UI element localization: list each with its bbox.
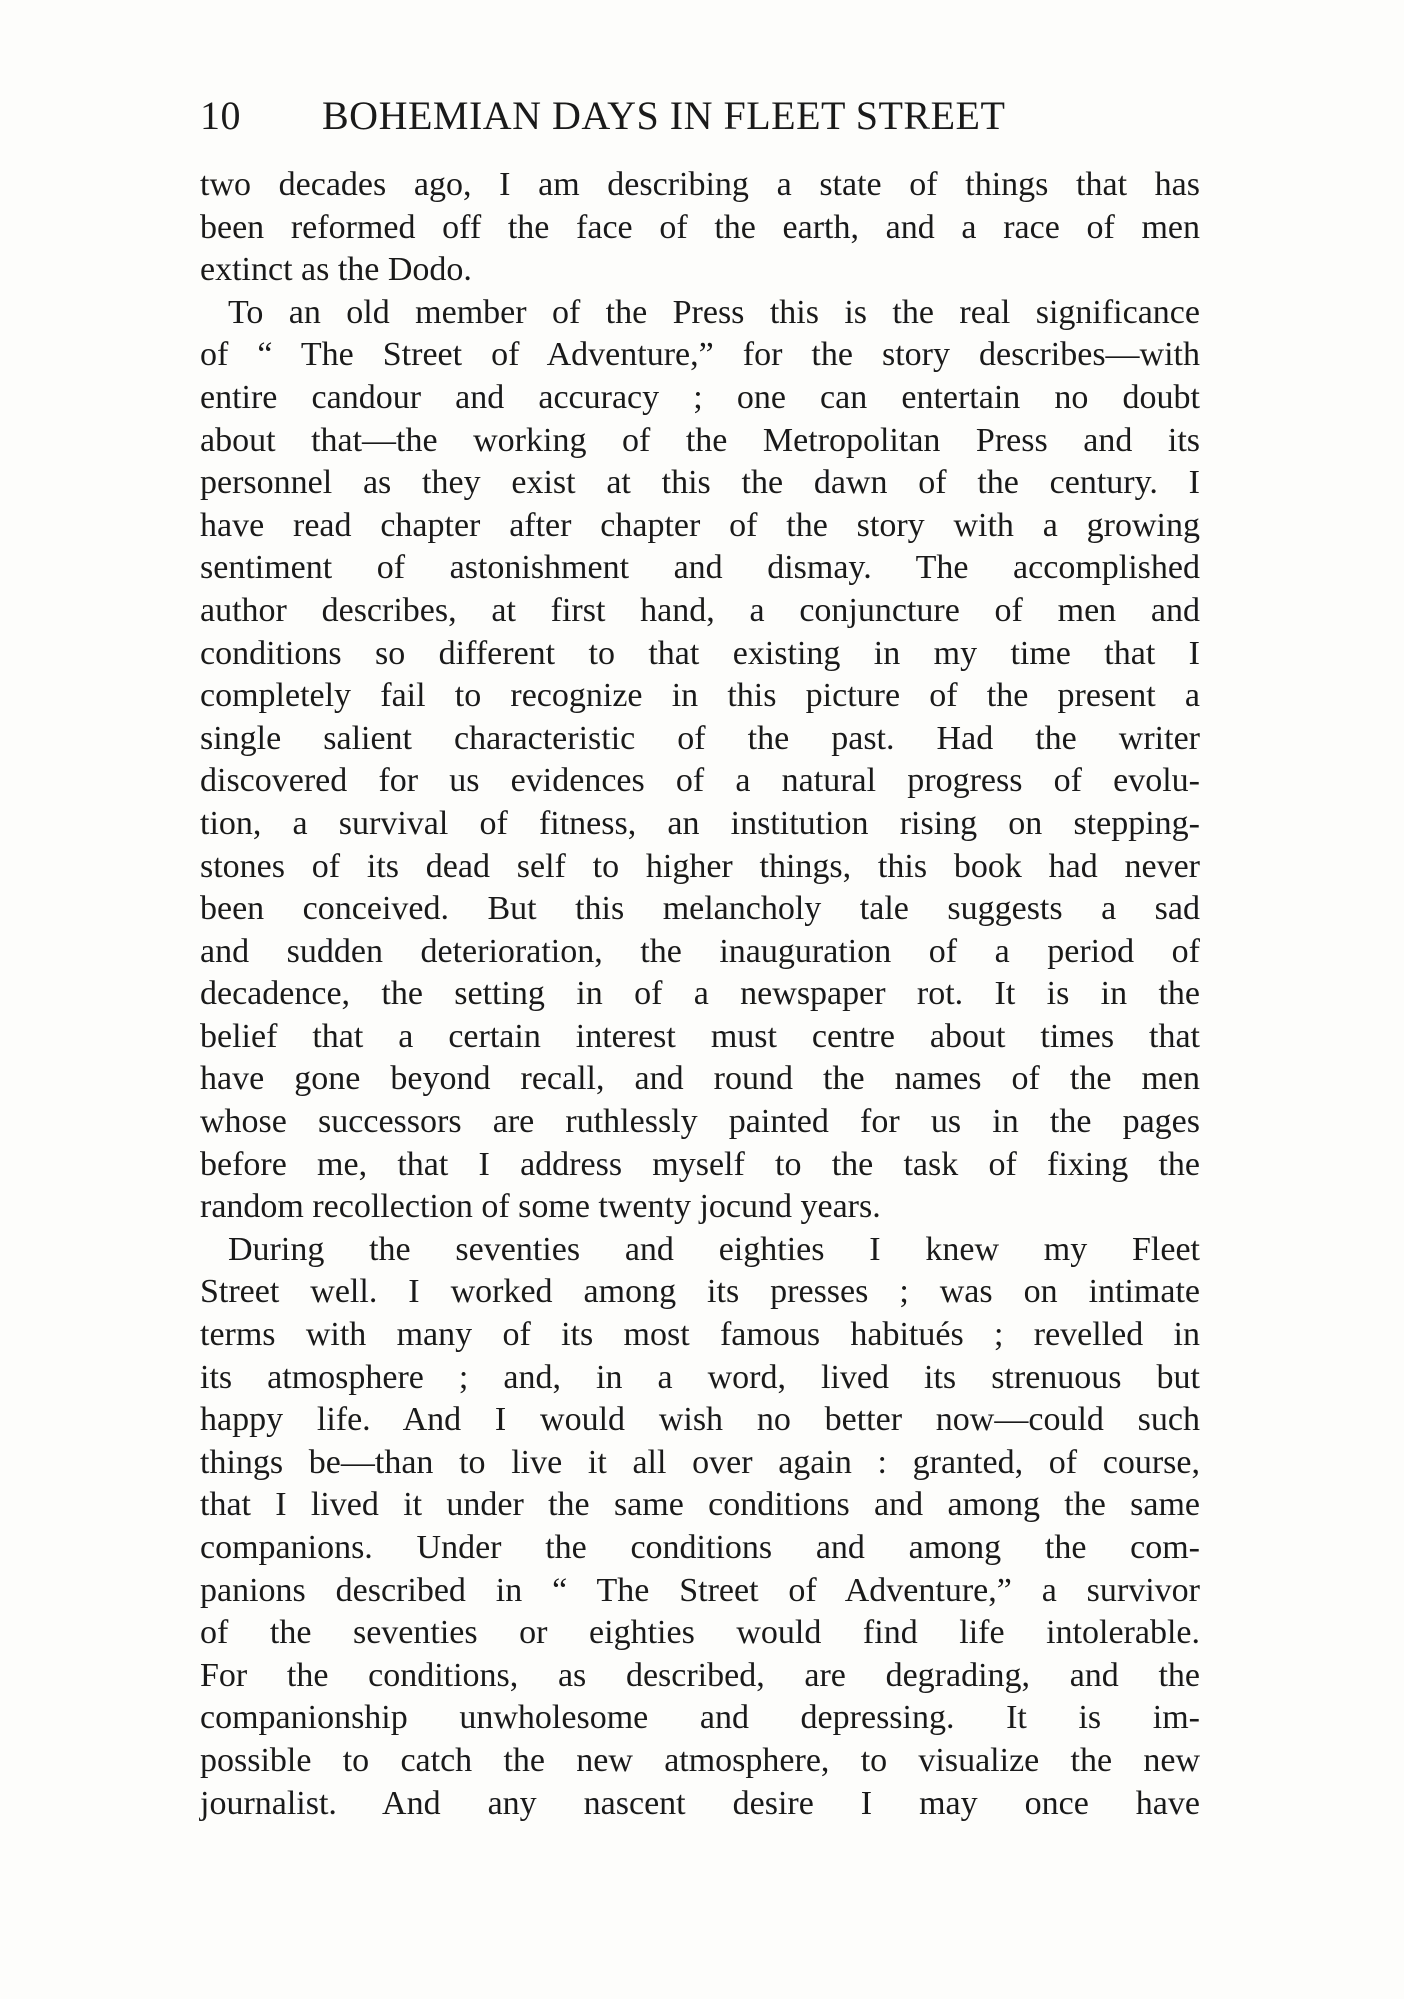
text-line: tion, a survival of fitness, an institution rising on stepping- bbox=[200, 804, 1200, 842]
text-line: sentiment of astonishment and dismay. The accomplished bbox=[200, 549, 1200, 587]
text-line: For the conditions, as described, are degrading, and the bbox=[200, 1656, 1200, 1694]
text-line: two decades ago, I am describing a state of things that has bbox=[200, 166, 1200, 203]
page-header bbox=[200, 92, 1200, 142]
text-line: journalist. And any nascent desire I may once have bbox=[200, 1784, 1200, 1822]
text-line: single salient characteristic of the past. Had the writer bbox=[200, 719, 1200, 757]
text-line: of the seventies or eighties would find life intolerable. bbox=[200, 1614, 1200, 1652]
text-line: discovered for us evidences of a natural progress of evolu- bbox=[200, 762, 1200, 800]
text-line: companionship unwholesome and depressing. It is im- bbox=[200, 1699, 1200, 1737]
page-number: 10 bbox=[200, 93, 241, 138]
text-line: During the seventies and eighties I knew my Fleet bbox=[228, 1230, 1200, 1268]
text-line: stones of its dead self to higher things, this book had never bbox=[200, 847, 1200, 885]
text-line: conditions so different to that existing in my time that I bbox=[200, 634, 1200, 672]
text-line: been conceived. But this melancholy tale suggests a sad bbox=[200, 890, 1200, 928]
text-line: terms with many of its most famous habitués ; revelled in bbox=[200, 1316, 1200, 1354]
text-line: author describes, at first hand, a conjuncture of men and bbox=[200, 591, 1200, 629]
text-line: Street well. I worked among its presses ; was on intimate bbox=[200, 1273, 1200, 1311]
text-line: whose successors are ruthlessly painted for us in the pages bbox=[200, 1103, 1200, 1141]
text-line: entire candour and accuracy ; one can entertain no doubt bbox=[200, 378, 1200, 416]
text-line: personnel as they exist at this the dawn of the century. I bbox=[200, 464, 1200, 502]
text-line: completely fail to recognize in this picture of the present a bbox=[200, 677, 1200, 715]
text-line: been reformed off the face of the earth, and a race of men bbox=[200, 208, 1200, 246]
text-line: belief that a certain interest must centre about times that bbox=[200, 1017, 1200, 1055]
text-line: extinct as the Dodo. bbox=[200, 251, 472, 289]
text-line: of “ The Street of Adventure,” for the story describes—with bbox=[200, 336, 1200, 374]
text-line: about that—the working of the Metropolitan Press and its bbox=[200, 421, 1200, 459]
text-line: random recollection of some twenty jocund years. bbox=[200, 1188, 881, 1226]
text-line: happy life. And I would wish no better now—could such bbox=[200, 1401, 1200, 1439]
text-line: panions described in “ The Street of Adventure,” a survivor bbox=[200, 1571, 1200, 1609]
body-text bbox=[200, 164, 1200, 1825]
text-line: companions. Under the conditions and among the com- bbox=[200, 1529, 1200, 1566]
text-line: have gone beyond recall, and round the names of the men bbox=[200, 1060, 1200, 1098]
text-line: have read chapter after chapter of the story with a growing bbox=[200, 506, 1200, 544]
text-line: things be—than to live it all over again : granted, of course, bbox=[200, 1443, 1200, 1481]
text-line: possible to catch the new atmosphere, to visualize the new bbox=[200, 1741, 1200, 1779]
text-line: and sudden deterioration, the inauguration of a period of bbox=[200, 932, 1200, 970]
running-title: BOHEMIAN DAYS IN FLEET STREET bbox=[322, 93, 1006, 138]
text-line: To an old member of the Press this is the real significance bbox=[228, 293, 1200, 331]
text-line: its atmosphere ; and, in a word, lived its strenuous but bbox=[200, 1358, 1200, 1396]
text-line: that I lived it under the same conditions and among the same bbox=[200, 1486, 1200, 1524]
text-line: decadence, the setting in of a newspaper rot. It is in the bbox=[200, 975, 1200, 1013]
text-line: before me, that I address myself to the task of fixing the bbox=[200, 1145, 1200, 1183]
